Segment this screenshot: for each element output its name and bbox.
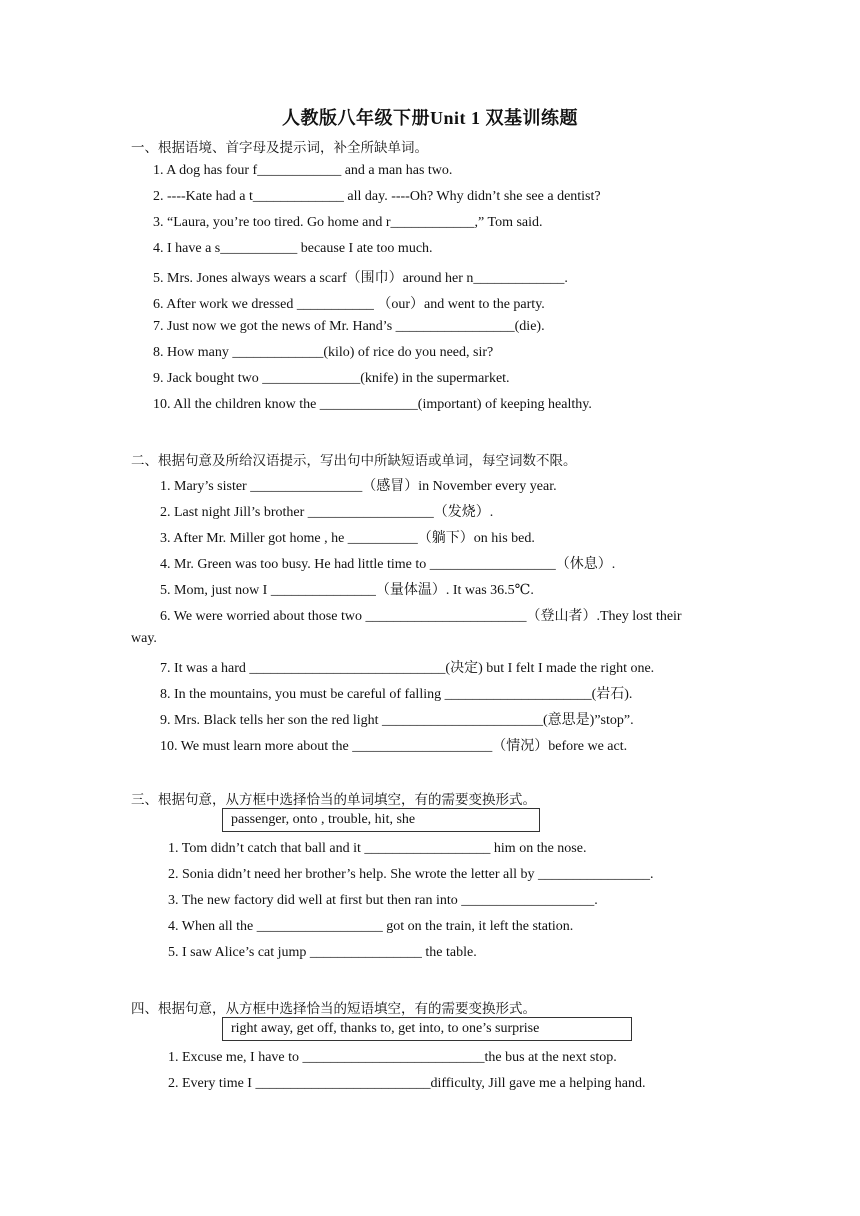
s3-question-1: 1. Tom didn’t catch that ball and it __________________ him on the nose. <box>168 841 587 856</box>
s2-question-9: 9. Mrs. Black tells her son the red light _______________________(意思是)”stop”. <box>160 713 634 728</box>
s1-question-2: 2. ----Kate had a t_____________ all day. ----Oh? Why didn’t she see a dentist? <box>153 189 601 204</box>
worksheet-title: 人教版八年级下册Unit 1 双基训练题 <box>281 108 578 128</box>
s4-question-2: 2. Every time I _________________________difficulty, Jill gave me a helping hand. <box>168 1076 646 1091</box>
s2-question-4: 4. Mr. Green was too busy. He had little time to __________________（休息）. <box>160 557 616 572</box>
s4-question-1: 1. Excuse me, I have to __________________________the bus at the next stop. <box>168 1050 617 1065</box>
s2-question-6-continued: way. <box>131 631 157 646</box>
s3-question-4: 4. When all the __________________ got on the train, it left the station. <box>168 919 574 934</box>
s2-question-10: 10. We must learn more about the ____________________（情况）before we act. <box>160 739 628 754</box>
section-3-heading: 三、根据句意，从方框中选择恰当的单词填空，有的需要变换形式。 <box>131 792 536 808</box>
s2-question-5: 5. Mom, just now I _______________（量体温）. It was 36.5℃. <box>160 583 534 598</box>
s3-word-box: passenger, onto , trouble, hit, she <box>222 808 540 832</box>
s3-question-5: 5. I saw Alice’s cat jump ________________ the table. <box>168 945 477 960</box>
s3-question-3: 3. The new factory did well at first but then ran into ___________________. <box>168 893 598 908</box>
s1-question-9: 9. Jack bought two ______________(knife) in the supermarket. <box>153 371 510 386</box>
s1-question-4: 4. I have a s___________ because I ate too much. <box>153 241 433 256</box>
s2-question-3: 3. After Mr. Miller got home , he __________（躺下）on his bed. <box>160 531 535 546</box>
s1-question-10: 10. All the children know the ______________(important) of keeping healthy. <box>153 397 592 412</box>
s3-question-2: 2. Sonia didn’t need her brother’s help. She wrote the letter all by ________________. <box>168 867 654 882</box>
s1-question-3: 3. “Laura, you’re too tired. Go home and r____________,” Tom said. <box>153 215 543 230</box>
s1-question-7: 7. Just now we got the news of Mr. Hand’s _________________(die). <box>153 319 545 334</box>
section-1-heading: 一、根据语境、首字母及提示词，补全所缺单词。 <box>131 140 428 156</box>
s1-question-8: 8. How many _____________(kilo) of rice do you need, sir? <box>153 345 494 360</box>
s2-question-2: 2. Last night Jill’s brother __________________（发烧）. <box>160 505 494 520</box>
s1-question-6: 6. After work we dressed ___________ （our）and went to the party. <box>153 297 545 312</box>
s4-phrase-box: right away, get off, thanks to, get into, to one’s surprise <box>222 1017 632 1041</box>
s2-question-7: 7. It was a hard ____________________________(决定) but I felt I made the right one. <box>160 661 655 676</box>
s1-question-5: 5. Mrs. Jones always wears a scarf（围巾）around her n_____________. <box>153 271 568 286</box>
s2-question-8: 8. In the mountains, you must be careful of falling _____________________(岩石). <box>160 687 633 702</box>
section-2-heading: 二、根据句意及所给汉语提示，写出句中所缺短语或单词，每空词数不限。 <box>131 453 577 469</box>
s2-question-1: 1. Mary’s sister ________________（感冒）in November every year. <box>160 479 557 494</box>
s2-question-6: 6. We were worried about those two _______________________（登山者）.They lost their <box>160 609 682 624</box>
section-4-heading: 四、根据句意，从方框中选择恰当的短语填空，有的需要变换形式。 <box>131 1001 536 1017</box>
s1-question-1: 1. A dog has four f____________ and a man has two. <box>153 163 453 178</box>
